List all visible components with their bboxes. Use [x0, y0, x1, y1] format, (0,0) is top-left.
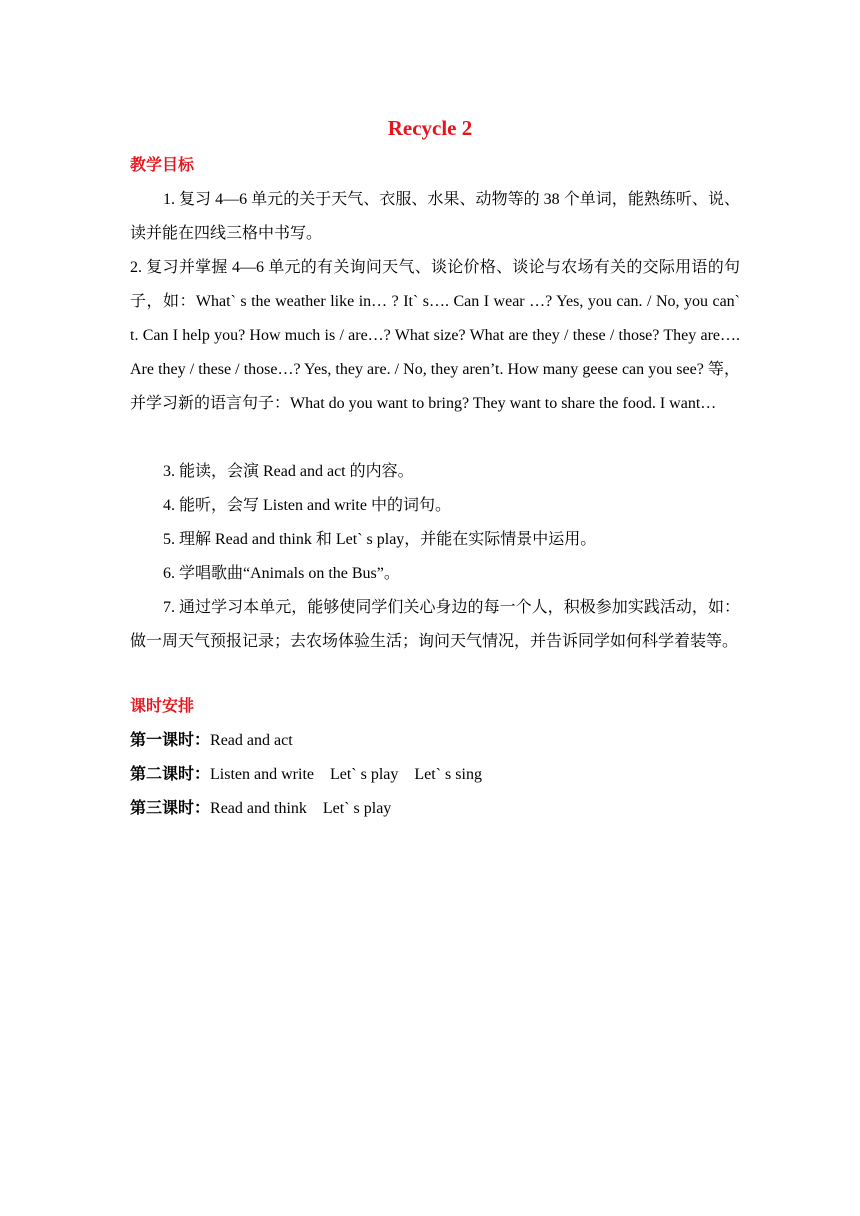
- objective-item-3: 3. 能读，会演 Read and act 的内容。: [163, 463, 414, 480]
- objective-item-6: 6. 学唱歌曲“Animals on the Bus”。: [163, 565, 400, 582]
- objective-item-5: 5. 理解 Read and think 和 Let` s play，并能在实际情景中运用。: [163, 531, 597, 548]
- schedule-row-2: [130, 764, 482, 786]
- schedule-row-1: [130, 730, 293, 752]
- schedule-row-content: Read and think Let` s play: [210, 800, 392, 817]
- objective-item-4: 4. 能听，会写 Listen and write 中的词句。: [163, 497, 451, 514]
- objective-item-2: 2. 复习并掌握 4—6 单元的有关询问天气、谈论价格、谈论与农场有关的交际用语的句子，如：What` s the weather like in… ? It` s…. Can I wear …? Yes, you can. / No, you can` t. Can I help you? How much is / are…? What size? What are they / these / those? They are…. Are they / these / those…? Yes, they are. / No, they aren’t. How many geese can you see? 等，并学习新的语言句子：What do you want to bring? They want to share the food. I want…: [130, 259, 740, 412]
- objectives-heading: 教学目标: [130, 157, 195, 174]
- schedule-heading: 课时安排: [130, 698, 195, 715]
- schedule-row-3: [130, 798, 391, 820]
- objective-item-1: 1. 复习 4—6 单元的关于天气、衣服、水果、动物等的 38 个单词，能熟练听、说、读并能在四线三格中书写。: [130, 191, 740, 242]
- schedule-row-label: 第一课时：: [130, 732, 211, 749]
- document-title: Recycle 2: [387, 116, 473, 140]
- schedule-row-content: Read and act: [210, 732, 293, 749]
- objective-item-7: 7. 通过学习本单元，能够使同学们关心身边的每一个人，积极参加实践活动，如：做一周天气预报记录；去农场体验生活；询问天气情况，并告诉同学如何科学着装等。: [130, 599, 740, 650]
- schedule-row-label: 第三课时：: [130, 800, 211, 817]
- schedule-row-label: 第二课时：: [130, 766, 211, 783]
- schedule-row-content: Listen and write Let` s play Let` s sing: [210, 766, 482, 783]
